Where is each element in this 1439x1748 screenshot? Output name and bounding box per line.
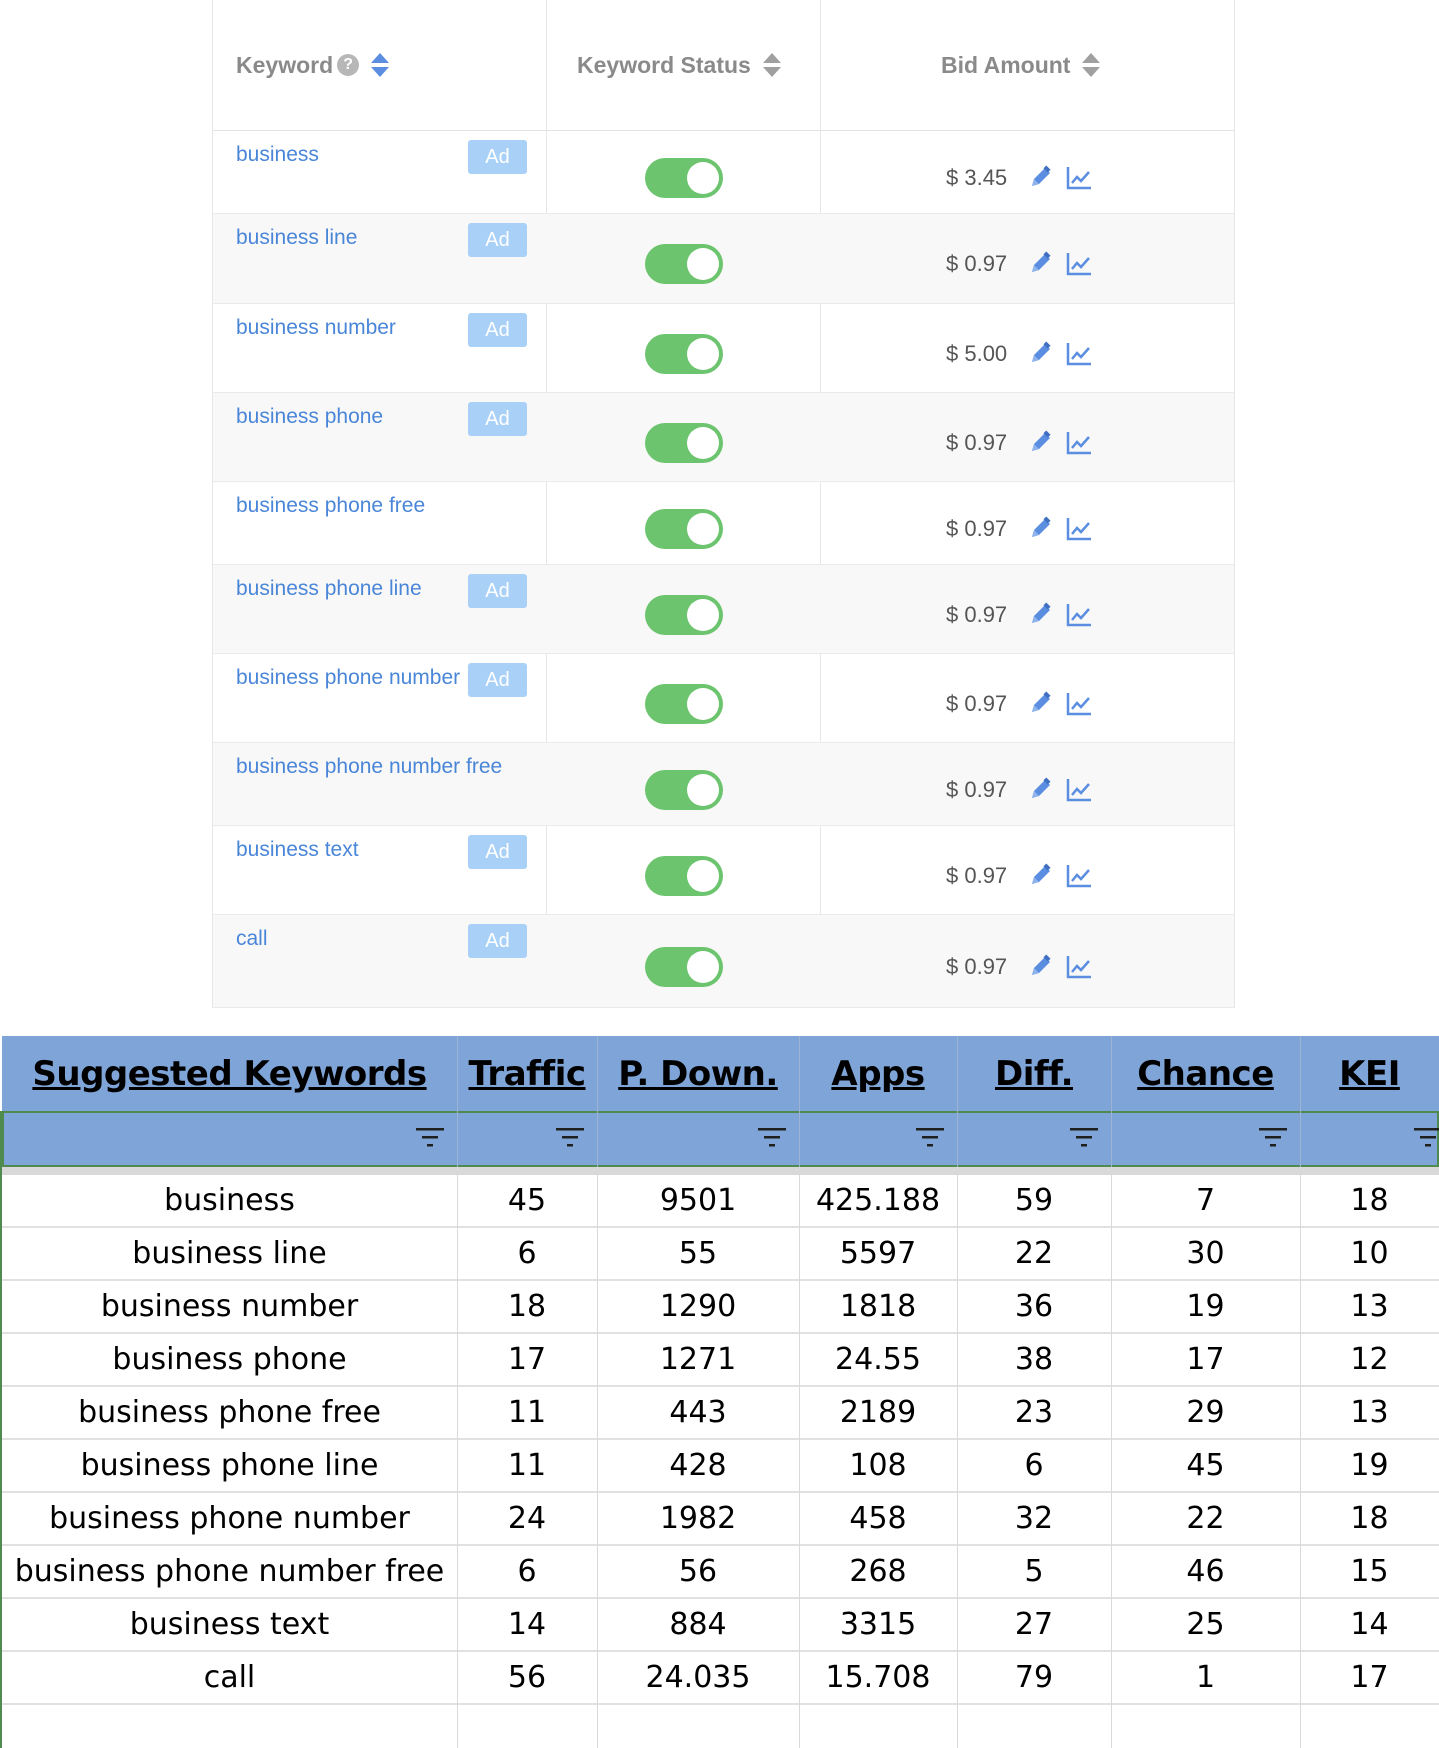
- keyword-link[interactable]: business line: [236, 226, 358, 249]
- ad-badge: Ad: [468, 574, 527, 608]
- table-cell: 12: [1350, 1342, 1389, 1377]
- table-cell: 32: [1014, 1501, 1054, 1536]
- table-row: [2, 1599, 1439, 1652]
- table-cell: 17: [1186, 1342, 1225, 1377]
- keyword-link[interactable]: business phone: [236, 405, 384, 428]
- keyword-status-toggle[interactable]: [645, 770, 723, 810]
- trend-chart-icon[interactable]: [1065, 776, 1093, 804]
- keyword-status-toggle[interactable]: [645, 509, 723, 549]
- table-cell: business: [164, 1183, 295, 1218]
- table-cell: 5: [1024, 1554, 1044, 1589]
- table-row: [2, 1493, 1439, 1546]
- table-cell: 24: [507, 1501, 547, 1536]
- keyword-status-header-label: Keyword Status: [577, 51, 751, 78]
- keyword-status-toggle[interactable]: [645, 856, 723, 896]
- suggested-table-header-row: [2, 1036, 1439, 1111]
- ad-badge: Ad: [468, 835, 527, 869]
- suggested-keywords-table: [0, 1036, 1439, 1748]
- table-cell: 11: [507, 1395, 547, 1430]
- keyword-status-toggle[interactable]: [645, 244, 723, 284]
- table-cell: 14: [507, 1607, 547, 1642]
- table-cell: business phone: [112, 1342, 347, 1377]
- table-cell: 45: [1186, 1448, 1225, 1483]
- keyword-link[interactable]: business phone free: [236, 494, 426, 517]
- table-cell: 23: [1014, 1395, 1054, 1430]
- table-cell: 25: [1186, 1607, 1225, 1642]
- keyword-header-label: Keyword: [236, 51, 334, 78]
- table-cell: 17: [1350, 1660, 1389, 1695]
- pencil-icon[interactable]: [1026, 340, 1054, 368]
- bid-amount-column-header[interactable]: [941, 0, 1100, 130]
- table-cell: 18: [1350, 1183, 1389, 1218]
- trend-chart-icon[interactable]: [1065, 953, 1093, 981]
- table-cell: 36: [1014, 1289, 1054, 1324]
- table-cell: business line: [132, 1236, 327, 1271]
- table-cell: 6: [517, 1236, 537, 1271]
- column-header[interactable]: Apps: [831, 1053, 925, 1094]
- keyword-status-toggle[interactable]: [645, 334, 723, 374]
- table-row: [2, 1228, 1439, 1281]
- table-cell: 5597: [839, 1236, 917, 1271]
- table-cell: 14: [1350, 1607, 1389, 1642]
- pencil-icon[interactable]: [1026, 862, 1054, 890]
- table-cell: 24.55: [835, 1342, 921, 1377]
- ad-badge: Ad: [468, 402, 527, 436]
- trend-chart-icon[interactable]: [1065, 250, 1093, 278]
- bid-amount: $ 3.45: [946, 164, 1008, 190]
- trend-chart-icon[interactable]: [1065, 862, 1093, 890]
- pencil-icon[interactable]: [1026, 601, 1054, 629]
- table-cell: business phone number free: [14, 1554, 445, 1589]
- bid-amount: $ 0.97: [946, 601, 1008, 627]
- column-divider: [799, 1175, 800, 1748]
- table-cell: business number: [100, 1289, 359, 1324]
- keyword-status-toggle[interactable]: [645, 595, 723, 635]
- column-header[interactable]: Chance: [1137, 1053, 1274, 1094]
- ad-badge: Ad: [468, 924, 527, 958]
- column-divider: [957, 1175, 958, 1748]
- keyword-status-toggle[interactable]: [645, 158, 723, 198]
- table-cell: 59: [1014, 1183, 1054, 1218]
- table-cell: 17: [507, 1342, 547, 1377]
- trend-chart-icon[interactable]: [1065, 340, 1093, 368]
- table-cell: 428: [669, 1448, 727, 1483]
- table-cell: 18: [1350, 1501, 1389, 1536]
- keyword-link[interactable]: business number: [236, 316, 396, 339]
- table-row: [2, 1281, 1439, 1334]
- keyword-status-toggle[interactable]: [645, 684, 723, 724]
- table-cell: 6: [517, 1554, 537, 1589]
- table-cell: 443: [669, 1395, 727, 1430]
- table-cell: 3315: [839, 1607, 917, 1642]
- keyword-row: [213, 565, 1234, 654]
- table-cell: 884: [669, 1607, 727, 1642]
- trend-chart-icon[interactable]: [1065, 601, 1093, 629]
- help-circle-icon[interactable]: ?: [337, 54, 359, 76]
- pencil-icon[interactable]: [1026, 776, 1054, 804]
- pencil-icon[interactable]: [1026, 515, 1054, 543]
- trend-chart-icon[interactable]: [1065, 690, 1093, 718]
- column-divider: [1111, 1036, 1112, 1167]
- table-cell: 19: [1350, 1448, 1389, 1483]
- table-cell: 108: [849, 1448, 907, 1483]
- table-cell: 24.035: [645, 1660, 751, 1695]
- column-divider: [457, 1036, 458, 1167]
- table-cell: 27: [1014, 1607, 1054, 1642]
- pencil-icon[interactable]: [1026, 429, 1054, 457]
- filter-icon[interactable]: [915, 1125, 945, 1149]
- table-cell: business phone free: [78, 1395, 381, 1430]
- keyword-status-toggle[interactable]: [645, 423, 723, 463]
- table-cell: 22: [1186, 1501, 1225, 1536]
- column-header[interactable]: KEI: [1339, 1053, 1400, 1094]
- table-cell: 19: [1186, 1289, 1225, 1324]
- keyword-row: [213, 915, 1234, 1008]
- column-header[interactable]: Diff.: [994, 1053, 1074, 1094]
- pencil-icon[interactable]: [1026, 953, 1054, 981]
- table-cell: call: [203, 1660, 256, 1695]
- keyword-row: [213, 304, 1234, 393]
- column-divider: [799, 1036, 800, 1167]
- table-cell: 11: [507, 1448, 547, 1483]
- selection-border: [0, 1111, 2, 1748]
- table-cell: 30: [1186, 1236, 1225, 1271]
- filter-icon[interactable]: [1258, 1125, 1288, 1149]
- column-header[interactable]: Suggested Keywords: [32, 1053, 427, 1094]
- table-cell: 10: [1350, 1236, 1389, 1271]
- table-cell: 56: [678, 1554, 718, 1589]
- table-cell: 38: [1014, 1342, 1054, 1377]
- bid-amount: $ 0.97: [946, 690, 1008, 716]
- table-cell: 18: [507, 1289, 547, 1324]
- table-cell: 1: [1195, 1660, 1216, 1695]
- filter-icon[interactable]: [415, 1125, 445, 1149]
- keyword-row: [213, 826, 1234, 915]
- table-cell: business text: [129, 1607, 330, 1642]
- table-cell: 22: [1014, 1236, 1054, 1271]
- bid-amount: $ 0.97: [946, 251, 1008, 276]
- header-separator: [2, 1167, 1439, 1175]
- table-cell: 6: [1024, 1448, 1044, 1483]
- filter-icon[interactable]: [1413, 1125, 1439, 1149]
- bid-amount: $ 0.97: [946, 515, 1008, 541]
- sort-arrows-icon[interactable]: [763, 52, 781, 78]
- keyword-table: [212, 0, 1235, 1008]
- ad-badge: Ad: [468, 223, 527, 257]
- table-cell: 45: [507, 1183, 547, 1218]
- table-cell: 2189: [839, 1395, 917, 1430]
- keyword-row: [213, 393, 1234, 482]
- table-cell: 1290: [659, 1289, 737, 1324]
- table-cell: business phone line: [80, 1448, 379, 1483]
- bid-amount: $ 0.97: [946, 776, 1008, 802]
- filter-icon[interactable]: [1069, 1125, 1099, 1149]
- keyword-link[interactable]: business text: [236, 838, 359, 861]
- keyword-column-header[interactable]: [236, 0, 389, 130]
- table-cell: 268: [849, 1554, 907, 1589]
- column-header[interactable]: P. Down.: [618, 1053, 778, 1094]
- table-cell: 56: [507, 1660, 547, 1695]
- table-cell: 458: [849, 1501, 907, 1536]
- table-cell: 7: [1195, 1183, 1216, 1218]
- table-cell: 15.708: [825, 1660, 931, 1695]
- bid-amount: $ 0.97: [946, 862, 1008, 888]
- table-row: [2, 1334, 1439, 1387]
- trend-chart-icon[interactable]: [1065, 164, 1093, 192]
- table-row: [2, 1546, 1439, 1599]
- table-row: [2, 1175, 1439, 1228]
- column-divider: [1300, 1036, 1301, 1167]
- keyword-row: [213, 131, 1234, 214]
- table-cell: 29: [1186, 1395, 1225, 1430]
- trend-chart-icon[interactable]: [1065, 429, 1093, 457]
- bid-amount-header-label: Bid Amount: [941, 51, 1071, 78]
- sort-arrows-icon[interactable]: [371, 52, 389, 78]
- table-cell: 425.188: [815, 1183, 941, 1218]
- table-cell: 46: [1186, 1554, 1225, 1589]
- table-row: [2, 1387, 1439, 1440]
- table-cell: 55: [678, 1236, 718, 1271]
- bid-amount: $ 0.97: [946, 953, 1008, 979]
- ad-badge: Ad: [468, 313, 527, 347]
- keyword-link[interactable]: call: [236, 927, 268, 950]
- keyword-link[interactable]: business phone line: [236, 577, 422, 600]
- table-cell: business phone number: [49, 1501, 410, 1536]
- pencil-icon[interactable]: [1026, 690, 1054, 718]
- table-row: [2, 1652, 1439, 1705]
- keyword-row: [213, 482, 1234, 565]
- bid-amount: $ 5.00: [946, 340, 1008, 366]
- column-divider: [1300, 1175, 1301, 1748]
- table-cell: 13: [1350, 1289, 1389, 1324]
- table-cell: 9501: [659, 1183, 737, 1218]
- sort-arrows-icon[interactable]: [1082, 52, 1100, 78]
- column-header[interactable]: Traffic: [468, 1053, 586, 1094]
- column-divider: [957, 1036, 958, 1167]
- ad-badge: Ad: [468, 140, 527, 174]
- column-divider: [597, 1175, 598, 1748]
- table-cell: 1818: [839, 1289, 917, 1324]
- filter-icon[interactable]: [555, 1125, 585, 1149]
- table-cell: 1982: [659, 1501, 737, 1536]
- keyword-row: [213, 214, 1234, 304]
- table-cell: 13: [1350, 1395, 1389, 1430]
- keyword-link[interactable]: business phone number: [236, 666, 461, 689]
- column-divider: [457, 1175, 458, 1748]
- trend-chart-icon[interactable]: [1065, 515, 1093, 543]
- keyword-row: [213, 743, 1234, 826]
- table-cell: 1271: [659, 1342, 737, 1377]
- pencil-icon[interactable]: [1026, 250, 1054, 278]
- table-row: [2, 1440, 1439, 1493]
- suggested-table-filter-row: [2, 1111, 1439, 1167]
- keyword-link[interactable]: business: [236, 143, 319, 166]
- column-divider: [597, 1036, 598, 1167]
- table-cell: 15: [1350, 1554, 1389, 1589]
- bid-amount: $ 0.97: [946, 429, 1008, 455]
- keyword-table-header: [213, 0, 1234, 131]
- keyword-link[interactable]: business phone number free: [236, 755, 503, 778]
- keyword-status-toggle[interactable]: [645, 947, 723, 987]
- filter-icon[interactable]: [757, 1125, 787, 1149]
- table-cell: 79: [1014, 1660, 1054, 1695]
- column-divider: [1111, 1175, 1112, 1748]
- keyword-row: [213, 654, 1234, 743]
- ad-badge: Ad: [468, 663, 527, 697]
- keyword-status-column-header[interactable]: [577, 0, 781, 130]
- pencil-icon[interactable]: [1026, 164, 1054, 192]
